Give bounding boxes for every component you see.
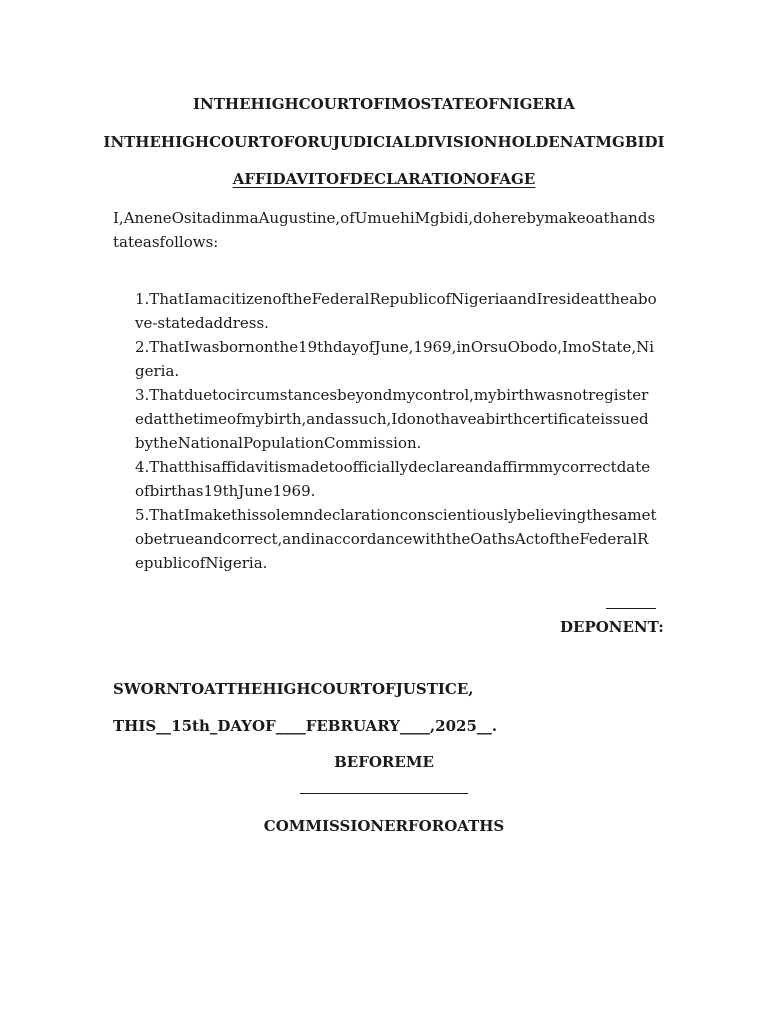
list-item: 2.ThatIwasbornonthe19thdayofJune,1969,inOrsuObodo,ImoState,Nigeria.	[135, 338, 655, 380]
list-item: 3.Thatduetocircumstancesbeyondmycontrol,mybirthwasnotregisteredatthetimeofmybirth,andassuch,IdonothaveabirthcertificateissuedbytheNationalPopulationCommission.	[135, 386, 649, 452]
deponent-signature-line	[606, 608, 656, 609]
division-heading: INTHEHIGHCOURTOFORUJUDICIALDIVISIONHOLDENATMGBIDI	[103, 133, 665, 151]
sworn-date: THIS__15th_DAYOF____FEBRUARY____,2025__.	[113, 717, 498, 735]
commissioner-label: COMMISSIONERFOROATHS	[263, 817, 505, 835]
intro-paragraph: I,AneneOsitadinmaAugustine,ofUmuehiMgbidi,doherebymakeoathandstateasfollows:	[113, 209, 656, 251]
list-item: 4.Thatthisaffidavitismadetoofficiallydeclareandaffirmmycorrectdateofbirthas19thJune1969.	[135, 458, 651, 500]
before-me-label: BEFOREME	[334, 753, 434, 771]
commissioner-signature-line	[300, 793, 468, 794]
sworn-statement: SWORNTOATTHEHIGHCOURTOFJUSTICE,	[113, 680, 474, 698]
document-title-text: AFFIDAVITOFDECLARATIONOFAGE	[232, 170, 536, 188]
deponent-label: DEPONENT:	[560, 618, 664, 636]
list-item: 1.ThatIamacitizenoftheFederalRepublicofNigeriaandIresideattheabove-statedaddress.	[135, 290, 657, 332]
document-title	[0, 169, 768, 189]
court-heading: INTHEHIGHCOURTOFIMOSTATEOFNIGERIA	[193, 95, 575, 113]
list-item: 5.ThatImakethissolemndeclarationconscientiouslybelievingthesametobetrueandcorrect,andinaccordancewiththeOathsActoftheFederalRepublicofNigeria.	[135, 506, 657, 572]
